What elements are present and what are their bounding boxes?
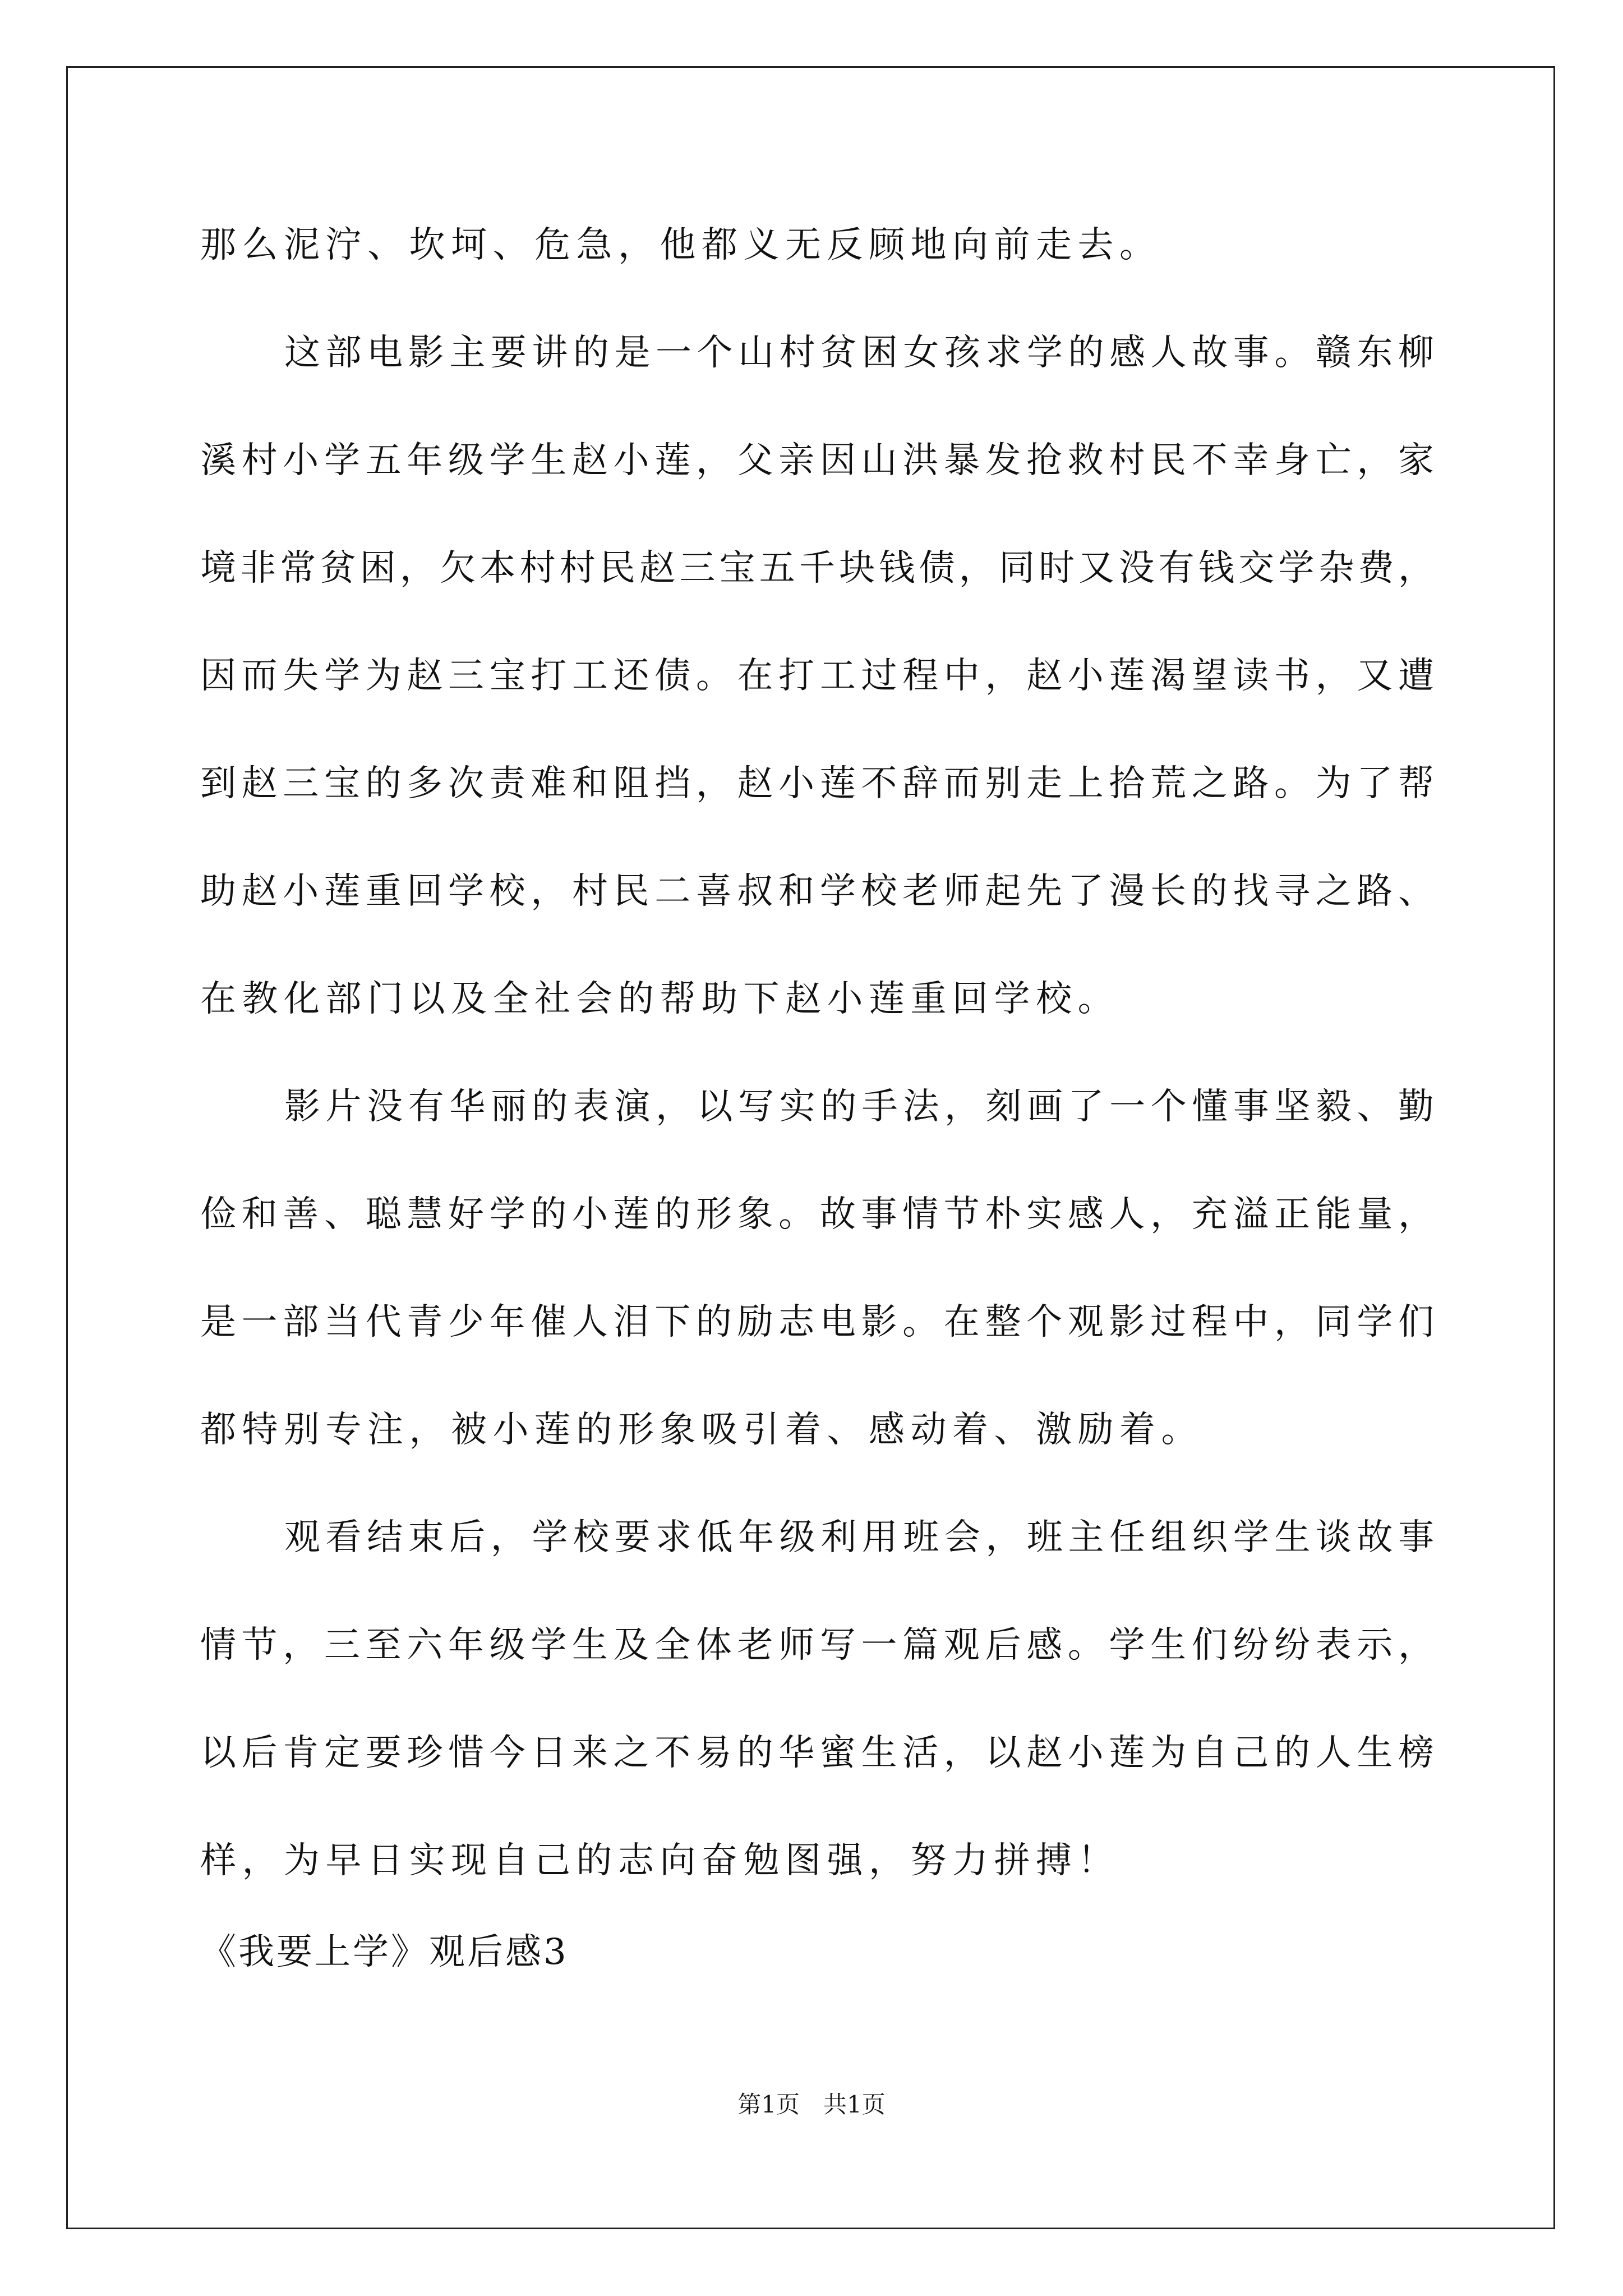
text-line: 俭和善、聪慧好学的小莲的形象。故事情节朴实感人，充溢正能量， [200,1194,1434,1235]
text-line: 因而失学为赵三宝打工还债。在打工过程中，赵小莲渴望读书，又遭 [200,655,1434,697]
text-line: 到赵三宝的多次责难和阻挡，赵小莲不辞而别走上拾荒之路。为了帮 [200,763,1434,804]
text-line: 样，为早日实现自己的志向奋勉图强，努力拼搏！ [200,1840,1119,1881]
text-line: 是一部当代青少年催人泪下的励志电影。在整个观影过程中，同学们 [200,1301,1434,1343]
text-line: 情节，三至六年级学生及全体老师写一篇观后感。学生们纷纷表示， [200,1625,1434,1666]
page-border [66,66,1555,2229]
text-line: 溪村小学五年级学生赵小莲，父亲因山洪暴发抢救村民不幸身亡，家 [200,440,1434,481]
text-line: 境非常贫困，欠本村村民赵三宝五千块钱债，同时又没有钱交学杂费， [200,547,1434,589]
text-line: 影片没有华丽的表演，以写实的手法，刻画了一个懂事坚毅、勤 [284,1086,1434,1128]
text-line: 那么泥泞、坎坷、危急，他都义无反顾地向前走去。 [200,224,1161,266]
page-number: 第1页 共1页 [737,2091,886,2118]
section-heading: 《我要上学》观后感3 [200,1931,569,1973]
text-line: 都特别专注，被小莲的形象吸引着、感动着、激励着。 [200,1409,1203,1451]
text-line: 助赵小莲重回学校，村民二喜叔和学校老师起先了漫长的找寻之路、 [200,871,1434,912]
text-line: 以后肯定要珍惜今日来之不易的华蜜生活，以赵小莲为自己的人生榜 [200,1732,1434,1774]
text-line: 观看结束后，学校要求低年级利用班会，班主任组织学生谈故事 [284,1517,1434,1558]
text-line: 在教化部门以及全社会的帮助下赵小莲重回学校。 [200,978,1119,1020]
text-line: 这部电影主要讲的是一个山村贫困女孩求学的感人故事。赣东柳 [284,332,1434,374]
